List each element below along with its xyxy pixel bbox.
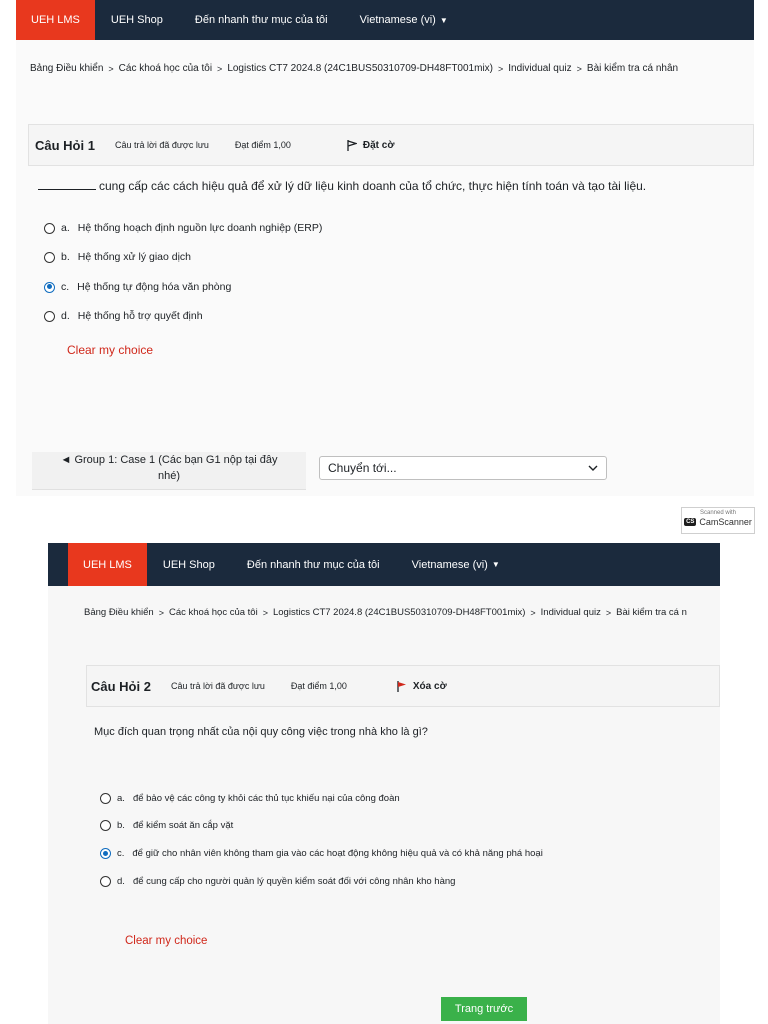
question-text: Mục đích quan trọng nhất của nội quy công việc trong nhà kho là gì? — [94, 726, 428, 738]
previous-activity-line-1: ◄ Group 1: Case 1 (Các bạn G1 nộp tại đây — [60, 454, 278, 466]
language-label: Vietnamese (vi) — [411, 558, 488, 571]
chevron-right-icon: > — [158, 607, 164, 618]
breadcrumb-test[interactable]: Bài kiểm tra cá nhân — [586, 63, 679, 74]
breadcrumb-my-courses[interactable]: Các khoá học của tôi — [168, 607, 258, 618]
camscanner-watermark — [681, 507, 755, 534]
language-label: Vietnamese (vi) — [359, 14, 436, 26]
top-navbar — [48, 543, 720, 586]
answer-option-d[interactable] — [100, 876, 455, 887]
jump-to-select[interactable] — [319, 456, 607, 480]
breadcrumb — [30, 63, 678, 74]
flag-label: Đặt cờ — [362, 139, 395, 151]
breadcrumb-course[interactable]: Logistics CT7 2024.8 (24C1BUS50310709-DH48FT001mix) — [227, 63, 494, 74]
previous-activity-link[interactable] — [32, 452, 306, 490]
radio-button[interactable] — [100, 876, 111, 887]
flag-filled-icon — [397, 681, 407, 692]
nav-ueh-shop[interactable]: UEH Shop — [110, 14, 163, 26]
question-grade: Đạt điểm 1,00 — [234, 140, 291, 150]
camscanner-brand — [682, 517, 754, 527]
answer-text: để kiểm soát ăn cắp vặt — [132, 820, 234, 831]
screenshot-question-2 — [48, 543, 720, 1024]
answer-option-c[interactable] — [100, 848, 543, 859]
question-grade: Đạt điểm 1,00 — [290, 681, 347, 691]
breadcrumb-course[interactable]: Logistics CT7 2024.8 (24C1BUS50310709-DH48FT001mix) — [272, 607, 526, 618]
answer-text: để giữ cho nhân viên không tham gia vào các hoạt động không hiệu quả và có khả năng phá hoại — [132, 848, 543, 859]
camscanner-name: CamScanner — [699, 517, 752, 527]
chevron-right-icon: > — [605, 607, 612, 618]
nav-my-folder-shortcut[interactable]: Đến nhanh thư mục của tôi — [194, 14, 328, 26]
flag-question-button[interactable] — [347, 140, 395, 151]
nav-ueh-shop[interactable]: UEH Shop — [162, 558, 215, 571]
answer-text: Hệ thống hỗ trợ quyết định — [77, 310, 203, 322]
question-text — [38, 179, 646, 193]
chevron-right-icon: > — [217, 63, 223, 74]
answer-text: để bảo vệ các công ty khỏi các thủ tục khiếu nại của công đoàn — [132, 793, 400, 804]
chevron-right-icon: > — [576, 63, 582, 74]
breadcrumb-my-courses[interactable]: Các khoá học của tôi — [118, 63, 213, 74]
question-title: Câu Hỏi 1 — [35, 137, 95, 153]
radio-button[interactable] — [44, 311, 55, 322]
nav-my-folder-shortcut[interactable]: Đến nhanh thư mục của tôi — [246, 558, 380, 571]
top-navbar — [16, 0, 754, 40]
nav-brand-ueh-lms[interactable]: UEH LMS — [16, 0, 95, 40]
language-menu[interactable] — [396, 543, 516, 586]
screenshot-question-1 — [16, 0, 754, 496]
answer-option-d[interactable] — [44, 310, 203, 322]
radio-button-checked[interactable] — [100, 848, 111, 859]
question-text-content: cung cấp các cách hiệu quả để xử lý dữ liệu kinh doanh của tổ chức, thực hiện tính toán và tạo tài liệu. — [99, 179, 647, 193]
chevron-right-icon: > — [498, 63, 504, 74]
radio-button[interactable] — [100, 793, 111, 804]
answer-letter: d. — [61, 310, 70, 322]
answer-text: Hệ thống hoạch định nguồn lực doanh nghiệp (ERP) — [77, 222, 323, 234]
language-menu[interactable] — [344, 0, 464, 40]
answer-letter: a. — [117, 793, 125, 804]
answer-option-c[interactable] — [44, 281, 231, 293]
jump-to-label: Chuyển tới... — [328, 461, 397, 475]
chevron-down-icon — [588, 465, 598, 471]
previous-page-button[interactable]: Trang trước — [441, 997, 527, 1021]
answer-letter: a. — [61, 222, 70, 234]
flag-label: Xóa cờ — [412, 680, 447, 692]
breadcrumb-quiz[interactable]: Individual quiz — [540, 607, 601, 618]
radio-button-checked[interactable] — [44, 282, 55, 293]
breadcrumb-quiz[interactable]: Individual quiz — [508, 63, 572, 74]
caret-down-icon: ▼ — [439, 15, 448, 25]
nav-brand-ueh-lms[interactable]: UEH LMS — [68, 543, 147, 586]
camscanner-caption: Scanned with — [699, 510, 737, 516]
question-state: Câu trả lời đã được lưu — [170, 681, 265, 691]
clear-choice-link[interactable]: Clear my choice — [125, 935, 208, 947]
previous-activity-line-2: nhé) — [157, 470, 181, 482]
answer-letter: c. — [117, 848, 125, 859]
radio-button[interactable] — [44, 223, 55, 234]
breadcrumb-dashboard[interactable]: Bảng Điều khiển — [30, 63, 104, 74]
answer-text: để cung cấp cho người quản lý quyền kiểm soát đối với công nhân kho hàng — [132, 876, 456, 887]
answer-option-a[interactable] — [100, 793, 400, 804]
chevron-right-icon: > — [530, 607, 536, 618]
answer-letter: b. — [117, 820, 125, 831]
question-state: Câu trả lời đã được lưu — [114, 140, 209, 150]
radio-button[interactable] — [100, 820, 111, 831]
clear-choice-link[interactable]: Clear my choice — [67, 343, 154, 357]
breadcrumb-dashboard[interactable]: Bảng Điều khiển — [84, 607, 154, 618]
flag-outline-icon — [347, 140, 357, 151]
breadcrumb — [84, 607, 687, 618]
unflag-question-button[interactable] — [397, 681, 447, 692]
chevron-right-icon: > — [108, 63, 114, 74]
camscanner-logo: CS — [686, 519, 695, 525]
question-info-box — [86, 665, 720, 707]
answer-option-a[interactable] — [44, 222, 322, 234]
answer-option-b[interactable] — [100, 820, 233, 831]
chevron-right-icon: > — [262, 607, 268, 618]
answer-text: Hệ thống tự động hóa văn phòng — [77, 281, 232, 293]
caret-down-icon: ▼ — [491, 560, 500, 569]
answer-letter: d. — [117, 876, 125, 887]
answer-option-b[interactable] — [44, 251, 191, 263]
answer-letter: c. — [61, 281, 70, 293]
fill-blank-line — [38, 180, 96, 190]
answer-letter: b. — [61, 251, 70, 263]
question-title: Câu Hỏi 2 — [91, 678, 151, 694]
answer-text: Hệ thống xử lý giao dịch — [77, 251, 192, 263]
breadcrumb-test[interactable]: Bài kiểm tra cá n — [616, 607, 687, 618]
question-info-box — [28, 124, 754, 166]
radio-button[interactable] — [44, 252, 55, 263]
